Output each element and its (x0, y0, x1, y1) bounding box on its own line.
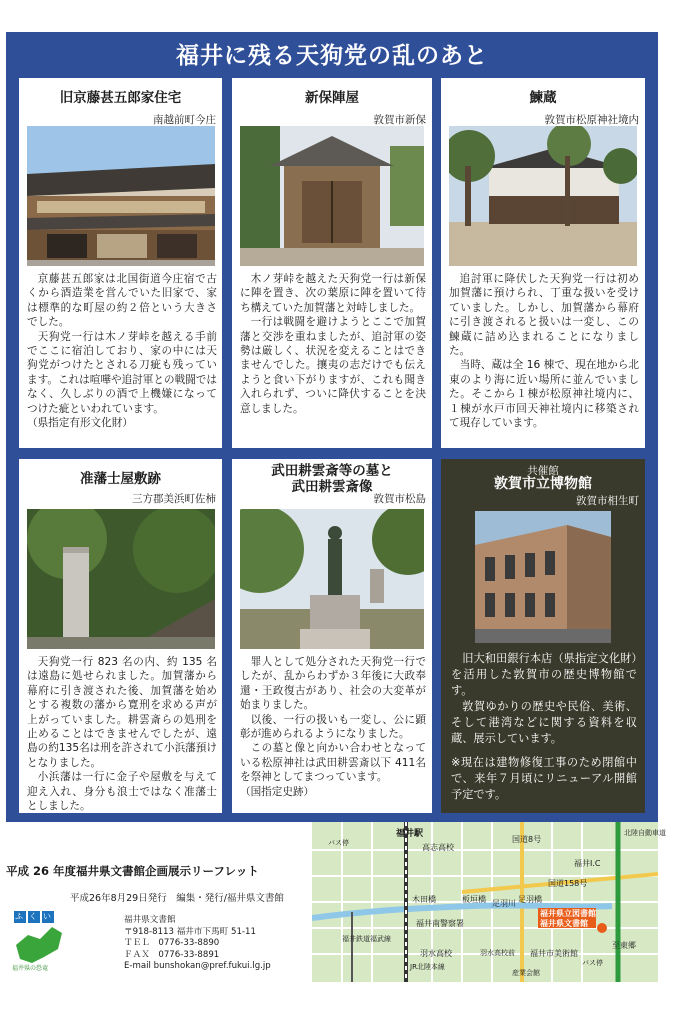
card-text (27, 272, 217, 430)
card-paragraph: 小浜藩は一行に金子や屋敷を与えて迎え入れ、身分も浪士ではなく准藩士としました。 (27, 771, 217, 813)
map-label: 羽水高校前 (480, 949, 515, 957)
map-label: 高志高校 (422, 843, 454, 852)
card-paragraph: （国指定史跡） (240, 785, 315, 798)
photo-juhanshi-yashiki (27, 509, 215, 649)
map-label: JR北陸本線 (410, 963, 445, 971)
card-paragraph: 旧大和田銀行本店（県指定文化財）を活用した敦賀市の歴史博物館です。 (451, 652, 637, 697)
map-label: 至東郷 (612, 941, 636, 950)
map-label: バス停 (582, 959, 603, 967)
map-label: 国道8号 (512, 835, 542, 844)
photo-kyoto-house (27, 126, 215, 266)
access-map (312, 822, 666, 982)
map-label: 木田橋 (412, 895, 436, 904)
card-title: 新保陣屋 (305, 90, 359, 106)
card-text (240, 655, 426, 799)
card-paragraph: （県指定有形文化財） (27, 417, 133, 430)
page-title: 福井に残る天狗党の乱のあと (176, 43, 488, 69)
map-label: 産業会館 (512, 969, 540, 977)
logo-text: ふくい (15, 912, 57, 921)
card-paragraph: 以後、一行の扱いも一変し、公に顕彰が進められるようになりました。 (240, 713, 426, 741)
card-title: 旧京藤甚五郎家住宅 (59, 90, 182, 106)
map-label: バス停 (328, 839, 349, 847)
card-tsuruga-museum (441, 459, 645, 813)
map-label: 羽水高校 (420, 949, 452, 958)
card-paragraph: 敦賀ゆかりの歴史や民俗、美術、そして港湾などに関する資料を収蔵、展示しています。 (451, 700, 637, 745)
card-title-line2: 武田耕雲斎像 (291, 479, 373, 495)
card-location: 敦賀市相生町 (576, 495, 639, 507)
photo-nishin-gura (449, 126, 637, 266)
photo-tsuruga-museum (475, 511, 611, 643)
card-location: 敦賀市松原神社境内 (544, 114, 639, 126)
map-label: 足羽川 (492, 899, 516, 908)
tel: ＴＥＬ 0776-33-8890 (124, 938, 220, 949)
card-text (451, 651, 637, 803)
leaflet-title: 平成 26 年度福井県文書館企画展示リーフレット (6, 864, 259, 878)
card-location: 三方郡美浜町佐柿 (132, 493, 216, 505)
map-label: 福井市美術館 (530, 949, 578, 958)
issue-line: 平成26年8月29日発行 編集・発行/福井県文書館 (70, 893, 284, 904)
map-label: 福井駅 (396, 829, 424, 839)
card-juhanshi-yashiki (19, 459, 222, 813)
card-paragraph: 追討軍に降伏した天狗党一行は初め加賀藩に預けられ、丁重な扱いを受けていました。しかし、加賀藩から幕府に引き渡されると扱いは一変し、この鰊蔵に詰め込まれることになりました。 (449, 273, 639, 358)
card-paragraph: 当時、蔵は全 16 棟で、現在地から北東のより海に近い場所に並んでいました。そこから１棟が松原神社境内に、１棟が水戸市回天神社境内に移築されて現存しています。 (449, 359, 639, 430)
card-takeda-grave (232, 459, 432, 813)
email[interactable]: E-mail bunshokan@pref.fukui.lg.jp (124, 961, 271, 972)
card-title: 敦賀市立博物館 (494, 476, 592, 492)
card-text (449, 272, 639, 430)
card-nishin-gura (441, 78, 645, 448)
map-label: 板垣橋 (462, 895, 486, 904)
photo-shinbo-jinya (240, 126, 424, 266)
map-label: 福井県文書館 (540, 919, 588, 928)
org-name: 福井県文書館 (124, 915, 176, 925)
card-title: 武田耕雲斎等の墓と (271, 463, 393, 479)
photo-takeda-statue (240, 509, 424, 649)
map-label: 北陸自動車道 (624, 829, 666, 837)
card-text (240, 272, 426, 416)
card-paragraph: 天狗党一行は木ノ芽峠を越える手前でここに宿泊しており、家の中には天狗党がつけたとされる刀疵も残っています。これは喧嘩や追討軍との戦闘ではなく、久しぶりの酒で上機嫌になってつけた疵といわれています。 (27, 330, 217, 415)
card-paragraph: 罪人として処分された天狗党一行でしたが、乱からわずか３年後に大政奉還・王政復古があり、社会の大変革が始まりました。 (240, 656, 426, 712)
card-paragraph: 京藤甚五郎家は北国街道今庄宿で古くから酒造業を営んでいた旧家で、家は標準的な町屋の約２倍という大きさでした。 (27, 273, 217, 329)
card-kyoto-house (19, 78, 222, 448)
map-label: 福井南警察署 (416, 919, 464, 928)
map-label: 福井県立図書館 (540, 909, 596, 918)
card-location: 敦賀市新保 (373, 114, 426, 126)
card-paragraph: 木ノ芽峠を越えた天狗党一行は新保に陣を置き、次の葉原に陣を置いて待ち構えていた加賀藩と対峙しました。 (240, 273, 426, 314)
card-location: 南越前町今庄 (153, 114, 216, 126)
card-shinbo-jinya (232, 78, 432, 448)
card-title: 鰊蔵 (529, 90, 557, 106)
card-paragraph: この墓と像と向かい合わせとなっている松原神社は武田耕雲斎以下 411名を祭神としてまつっています。 (240, 742, 426, 784)
fukui-logo (8, 905, 70, 973)
card-paragraph: 一行は戦闘を避けようとここで加賀藩と交渉を重ねましたが、追討軍の姿勢は厳しく、状況を変えることはできませんでした。攘夷の志だけでも伝えようと食い下がりますが、これも聞き入れられず、ついに降伏することを決意しました。 (240, 316, 426, 415)
map-label: 福井鉄道福武線 (342, 935, 391, 943)
map-label: 国道158号 (548, 879, 588, 888)
map-label: 福井I.C (574, 859, 601, 868)
card-paragraph: 天狗党一行 823 名の内、約 135 名は遠島に処せられました。加賀藩から幕府に引き渡された後、加賀藩を始めとする複数の藩から寛刑を求める声が上がっていました。耕雲斎らの処刑を止めることはできませんでしたが、遠島の約135名は刑を許されて小浜藩預けとなりました。 (27, 656, 217, 769)
card-title: 准藩士屋敷跡 (80, 471, 161, 487)
card-note: ※現在は建物修復工事のため閉館中で、来年７月頃にリニューアル開館予定です。 (451, 756, 637, 801)
contact-block (124, 915, 271, 973)
logo-caption: 福井県の恐竜 (12, 965, 49, 972)
fax: ＦＡＸ 0776-33-8891 (124, 949, 220, 960)
card-subtitle: 共催館 (527, 465, 559, 477)
card-location: 敦賀市松島 (373, 493, 426, 505)
card-text (27, 655, 217, 813)
postal-address: 〒918-8113 福井市下馬町 51-11 (124, 926, 256, 937)
map-label: 足羽橋 (518, 895, 542, 904)
